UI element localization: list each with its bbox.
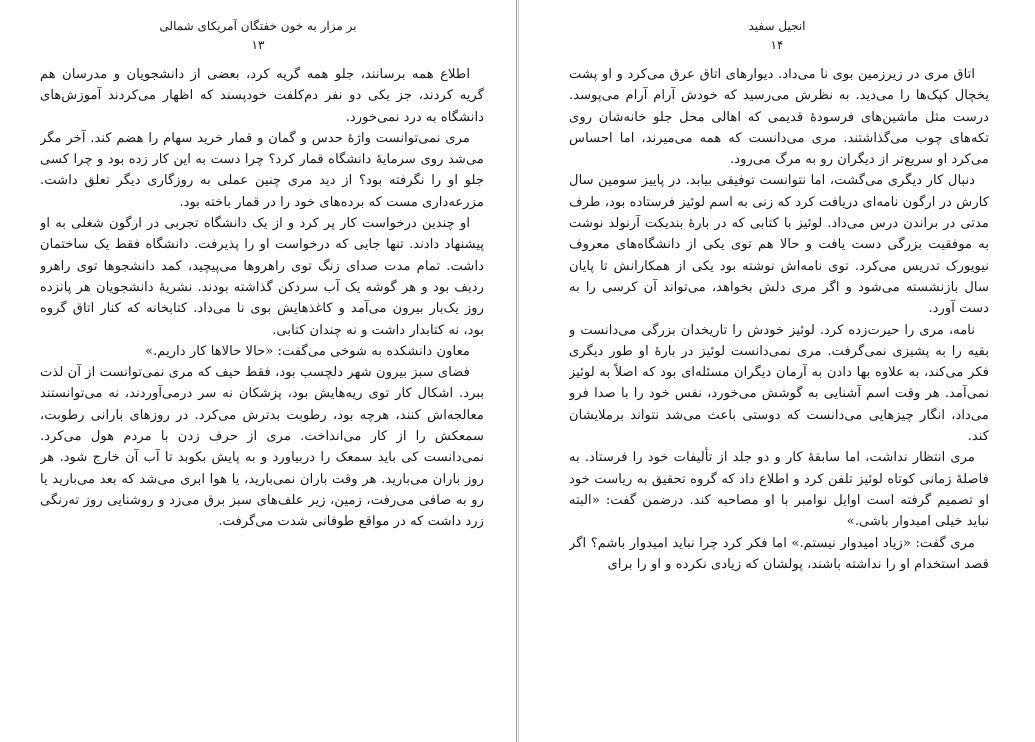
paragraph: فضای سبز بیرون شهر دلچسب بود، فقط حیف که مری نمی‌توانست از آن لذت ببرد. اشکال کار توی ریه‌هایش بود، پزشکان نه سر درمی‌آوردند، نه می‌توانستند معالجه‌اش کنند، هرچه بود، رطوبت بدترش می‌کرد. در روزهای بارانی رطوبت، سمعکش را از کار می‌انداخت. مری از حرف زدن با مردم هول می‌کرد. نمی‌دانست کی باید سمعک را دربیاورد و به پایش بکوبد تا آب آن خارج شود. هر روز باران می‌بارید. هر وقت باران نمی‌بارید، یا هوا ابری می‌شد که بعد می‌بارید یا رو به صافی می‌رفت، زمین، زیر علف‌های سبز برق می‌زد و روشنایی روز ته‌رنگی زرد داشت که در مواقع طوفانی شدت می‌گرفت. — [40, 365, 484, 530]
page-number: ۱۳ — [251, 38, 265, 52]
page-number: ۱۴ — [770, 38, 784, 52]
page-body — [40, 64, 484, 714]
paragraph: دنبال کار دیگری می‌گشت، اما نتوانست توفیقی بیابد. در پاییز سومین سال کارش در ارگون نامه‌ای دریافت کرد که زنی به اسم لوئیز فرستاده بود، طرف مدتی در براندن درس می‌داد. لوئیز با کتابی که در بارهٔ بندیکت آرنولد نوشت به موفقیت بزرگی دست یافت و حالا هم توی یکی از دانشگاه‌های معروف نیویورک تدریس می‌کرد. توی نامه‌اش نوشته بود یکی از همکارانش تا پایان سال بازنشسته می‌شود و اگر مری دلش بخواهد، می‌تواند آن کرسی را به دست آورد. — [569, 173, 989, 317]
paragraph: او چندین درخواست کار پر کرد و از یک دانشگاه تجربی در ارگون شغلی به او پیشنهاد دادند. تنها جایی که درخواست او را پذیرفت. دانشگاه فقط یک ساختمان داشت. تمام مدت صدای زنگ توی راهروها می‌پیچید، کمد دانشجوها توی راهرو ردیف بود و هر گوشه یک آب سردکن گذاشته بودند. نشریهٔ دانشجویان هر پانزده روز یک‌بار بیرون می‌آمد و کاغذهایش بوی نا می‌داد. کتابخانه که کنار اتاق گروه بود، نه کتابدار داشت و نه چندان کتابی. — [40, 216, 484, 338]
paragraph: اطلاع همه برسانند، جلو همه گریه کرد، بعضی از دانشجویان و مدرسان هم گریه کردند، جز یکی دو نفر دم‌کلفت خودپسند که اظهار می‌کردند آموزش‌های دانشگاه به درد نمی‌خورد. — [40, 67, 484, 125]
paragraph: نامه، مری را حیرت‌زده کرد. لوئیز خودش را تاریخدان بزرگی می‌دانست و بقیه را به پشیزی نمی‌گرفت. مری نمی‌دانست لوئیز در بارهٔ او طور دیگری فکر می‌کند، به علاوه بها دادن به آرمان دیگران مسئله‌ای بود که اصلاً به لوئیز نمی‌آمد. هر وقت اسم آشنایی به گوشش می‌خورد، نفس خود را با صدا فرو می‌داد، انگار چیزهایی می‌دانست که دوستی باعث می‌شد نتواند برملایشان کند. — [569, 322, 989, 445]
right-page — [518, 0, 1035, 742]
paragraph: اتاق مری در زیرزمین بوی نا می‌داد. دیوارهای اتاق عرق می‌کرد و او پشت یخچال کپک‌ها را می‌دید. به نظرش می‌رسید که خودش آرام آرام می‌پوسد. درست مثل ماشین‌های فرسودهٔ قدیمی که اهالی محل جلو خانه‌شان روی تکه‌های چوب می‌گذاشتند. مری می‌دانست که همه می‌میرند، اما احساس می‌کرد او سریع‌تر از دیگران رو به مرگ می‌رود. — [569, 67, 989, 168]
page-body — [569, 64, 989, 714]
paragraph: مری گفت: «زیاد امیدوار نیستم.» اما فکر کرد چرا نباید امیدوار باشم؟ اگر قصد استخدام او را نداشته باشند، پولشان که زیادی نکرده و او را برای — [569, 535, 989, 572]
paragraph: معاون دانشکده به شوخی می‌گفت: «حالا حالاها کار داریم.» — [145, 343, 470, 359]
paragraph: مری انتظار نداشت، اما سابقهٔ کار و دو جلد از تألیفات خود را فرستاد. به فاصلهٔ زمانی کوتاه لوئیز تلفن کرد و اطلاع داد که گروه تحقیق به ریاست خود او تصمیم گرفته است اوایل نوامبر با او مصاحبه کند. درضمن گفت: «البته نباید خیلی امیدوار باشی.» — [569, 450, 989, 530]
paragraph: مری نمی‌توانست واژهٔ حدس و گمان و قمار خرید سهام را هضم کند. آخر مگر می‌شد روی سرمایهٔ دانشگاه قمار کرد؟ چرا دست به این کار زده بود و چرا کسی جلو او را نگرفته بود؟ از دید مری چنین عملی به روزگاری دیگر تعلق داشت. مزرعه‌داری مست که برده‌های خود را در قمار باخته بود. — [40, 130, 484, 210]
running-header: انجیل سفید — [748, 19, 806, 33]
running-header: بر مزار به خون خفتگان آمریکای شمالی — [159, 19, 357, 33]
left-page — [0, 0, 517, 742]
